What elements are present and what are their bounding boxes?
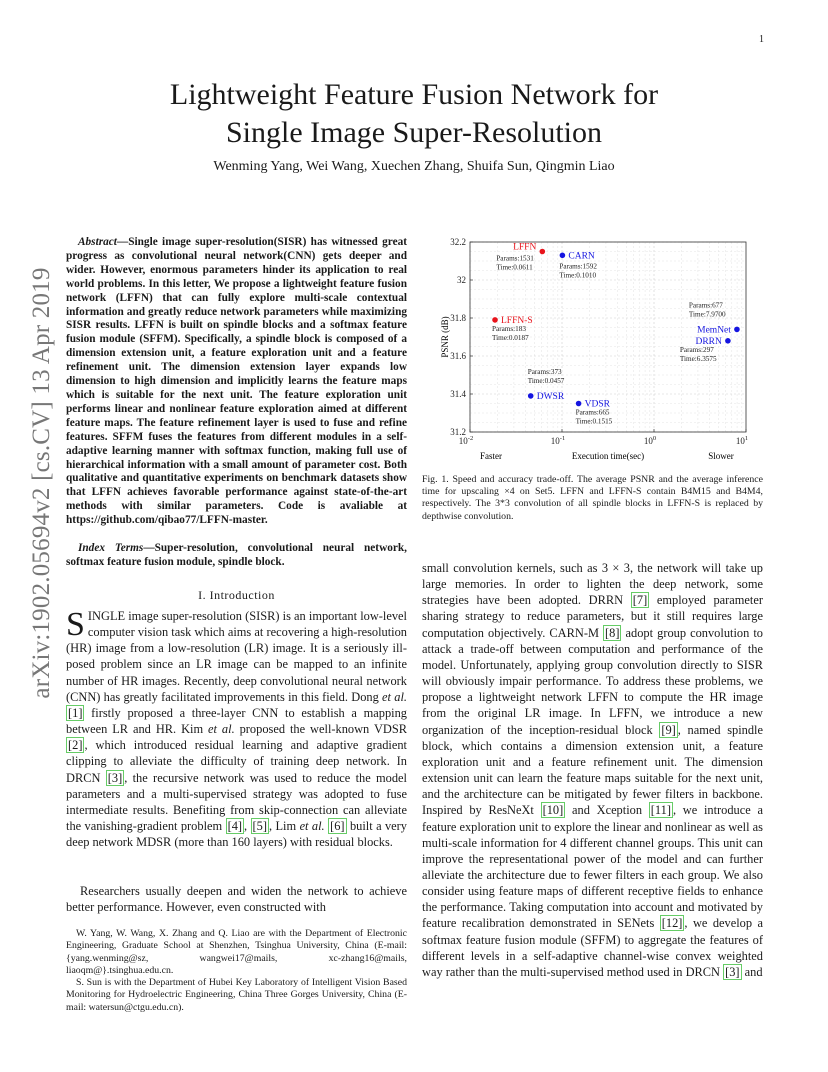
citation-link[interactable]: [2] — [68, 738, 83, 753]
point-time-label: Time:7.9700 — [688, 310, 726, 319]
index-terms-label: Index Terms — [78, 542, 144, 554]
point-time-label: Time:0.0187 — [492, 333, 529, 342]
point-params-label: Params:677 — [688, 301, 723, 310]
citation-link[interactable]: [1] — [68, 705, 83, 720]
intro-text: built a very deep network MDSR (more than 160 layers) with residual blocks. — [66, 819, 407, 850]
abstract-label: Abstract — [78, 236, 117, 248]
intro-text: INGLE image super-resolution (SISR) is an important low-level computer vision task which aims at recovering a high-resolution (HR) image from a low-resolution (LR) image. It is a seriously ill-posed problem since an LR image can be mapped to an infinite number of HR images. Recently, deep convolutional neural network (CNN) has greatly facilitated improvements in this field. Dong — [66, 609, 407, 704]
y-tick-label: 32.2 — [450, 237, 466, 247]
intro-text: , — [244, 819, 251, 834]
data-point — [540, 249, 546, 255]
point-time-label: Time:6.3575 — [679, 354, 717, 363]
chart-points — [492, 243, 740, 426]
data-point — [560, 253, 566, 259]
y-tick-label: 31.4 — [450, 389, 466, 399]
citation-link[interactable]: [5] — [252, 819, 267, 834]
point-label: MemNet — [697, 325, 731, 336]
x-tick-label: $10^0$ — [643, 435, 657, 446]
title-line-2: Single Image Super-Resolution — [225, 116, 602, 149]
body-text: , we develop a softmax feature fusion module (SFFM) to aggregate the features of different levels in a self-adaptive channel-wise convex weighted way rather than the multi-supervised method used in DRCN — [422, 916, 764, 979]
paper-title — [100, 76, 728, 152]
citation-link[interactable]: [6] — [330, 819, 345, 834]
body-text: , we introduce a feature exploration unit to explore the linear and nonlinear as well as multi-scale information for 4 different channel groups. This unit can improve the representational power of the model and can further alleviate the architecture due to fewer filters in each group. We also consider using feature maps of different receptive fields to enhance the performance. Taking computation into account and motivated by feature recalibration demonstrated in SENets — [422, 803, 763, 931]
data-point — [725, 338, 731, 344]
arxiv-identifier-text: arXiv:1902.05694v2 [cs.CV] 13 Apr 2019 — [28, 267, 55, 699]
figure-caption: Fig. 1. Speed and accuracy trade-off. The average PSNR and the average inference time for upscaling ×4 on Set5. LFFN and LFFN-S contain B4M15 and B4M4, respectively. The 3*3 convolution of all spindle blocks in LFFN-S is replaced by depthwise convolution. — [422, 474, 763, 522]
body-text: adopt group convolution to attack a trade-off between computation and performance of the model. Unfortunately, applying group convolution directly to SISR will obviously impair performance. To address these problems, we propose a lightweight network LFFN to compute the HR image from the original LR image. In LFFN, we introduce a new organization of the inception-residual block — [422, 625, 763, 737]
section-heading: I. Introduction — [198, 588, 275, 602]
citation-link[interactable]: [4] — [227, 819, 243, 834]
body-text: and — [741, 964, 763, 979]
point-time-label: Time:0.1515 — [575, 417, 613, 426]
intro-text: firstly proposed a three-layer CNN to establish a mapping between LR and HR. Kim — [66, 705, 407, 737]
intro-paragraph — [66, 608, 407, 850]
point-label: DRRN — [695, 336, 722, 347]
index-terms — [66, 542, 407, 570]
y-axis-label: PSNR (dB) — [440, 316, 450, 358]
intro-text-italic: et al. — [208, 722, 235, 737]
y-tick-label: 31.6 — [450, 351, 466, 361]
x-end-label-faster: Faster — [480, 451, 502, 461]
point-params-label: Params:183 — [492, 324, 526, 333]
data-point — [734, 327, 740, 333]
data-point — [576, 401, 582, 407]
intro-text: , which introduced residual learning and adaptive gradient clipping to alleviate the difficulty of training deep network. In DRCN — [66, 738, 407, 785]
citation-link[interactable]: [3] — [725, 964, 740, 979]
intro-paragraph-2: Researchers usually deepen and widen the network to achieve better performance. However, even constructed with — [66, 884, 407, 915]
data-point — [492, 317, 498, 323]
point-label: DWSR — [536, 391, 565, 402]
citation-link[interactable]: [8] — [605, 625, 620, 640]
intro-text-italic: et al. — [299, 819, 325, 834]
point-params-label: Params:373 — [527, 367, 562, 376]
citation-link[interactable]: [3] — [107, 770, 123, 785]
intro-text: , Lim — [268, 819, 300, 834]
point-params-label: Params:1592 — [559, 262, 597, 271]
citation-link[interactable]: [10] — [542, 803, 564, 818]
body-text: employed parameter sharing strategy to reduce parameters, but it still requires large computation objectively. CARN-M — [422, 593, 763, 640]
footnote-affiliation-2: S. Sun is with the Department of Hubei Key Laboratory of Intelligent Vision Based Monitoring for Hydroelectric Engineering, China Three Gorges University, China (E-mail: watersun@ctgu.edu.cn). — [66, 977, 407, 1013]
point-time-label: Time:0.1010 — [559, 271, 597, 280]
right-column-text — [422, 560, 763, 980]
point-label: CARN — [568, 251, 595, 262]
x-tick-label: $10^{-1}$ — [550, 435, 566, 446]
x-axis-label: Execution time(sec) — [571, 451, 645, 461]
point-time-label: Time:0.0457 — [527, 376, 565, 385]
arxiv-identifier — [24, 267, 60, 699]
point-label: LFFN — [513, 242, 537, 253]
citation-link[interactable]: [7] — [632, 593, 648, 608]
title-line-1: Lightweight Feature Fusion Network for — [169, 78, 659, 111]
point-label: LFFN-S — [501, 315, 533, 326]
y-tick-label: 32 — [457, 275, 466, 285]
x-tick-label: $10^{-2}$ — [458, 435, 474, 446]
data-point — [528, 393, 534, 399]
page-number: 1 — [759, 34, 764, 45]
body-text: , named spindle block, which contains a dimension extension unit, a feature exploration unit and a feature refinement unit. The dimension extension unit can learn the feature maps suitable for the next unit, and the architecture can be mitigated by fewer filters in backbone. Inspired by ResNeXt — [422, 722, 763, 818]
speed-accuracy-chart — [440, 234, 760, 464]
x-tick-label: $10^1$ — [735, 435, 749, 446]
drop-cap: S — [66, 606, 85, 643]
citation-link[interactable]: [11] — [650, 803, 671, 818]
author-list: Wenming Yang, Wei Wang, Xuechen Zhang, Shuifa Sun, Qingmin Liao — [213, 159, 615, 174]
point-label: VDSR — [584, 399, 610, 410]
abstract — [66, 236, 407, 528]
citation-link[interactable]: [9] — [661, 722, 676, 737]
body-text: small convolution kernels, such as 3 × 3, the network will take up large memories. In order to lighten the deep network, some strategies have been adopted. DRRN — [422, 561, 763, 608]
abstract-text: —Single image super-resolution(SISR) has witnessed great progress as convolutional neural network(CNN) gets deeper and wider. However, enormous parameters hinder its application to real world problems. In this letter, We propose a lightweight feature fusion network (LFFN) that can fully explore multi-scale contextual information and greatly reduce network parameters while maximizing SISR results. LFFN is built on spindle blocks and a softmax feature fusion module (SFFM). Specifically, a spindle block is composed of a dimension extension unit, a feature exploration unit and a feature refinement unit. The dimension extension layer expands low dimension to high dimension and implicitly learns the feature maps which is suitable for the next unit. The feature exploration unit performs linear and nonlinear feature exploration aimed at different feature maps. The feature refinement layer is used to fuse and refine features. SFFM fuses the features from different modules in a self-adaptive learning manner with softmax function, making full use of hierarchical information with a small amount of parameter cost. Both qualitative and quantitative experiments on benchmark datasets show that LFFN achieves favorable performance against state-of-the-art methods with similar parameters. Code is avaliable at https://github.com/qibao77/LFFN-master. — [66, 236, 407, 527]
intro-text: proposed the well-known VDSR — [234, 722, 408, 737]
citation-link[interactable]: [12] — [661, 916, 683, 931]
point-params-label: Params:297 — [679, 345, 714, 354]
x-end-label-slower: Slower — [708, 451, 734, 461]
point-params-label: Params:1531 — [496, 254, 534, 263]
point-time-label: Time:0.0611 — [496, 263, 533, 272]
body-text: and Xception — [565, 803, 649, 818]
footnotes — [66, 928, 407, 1014]
point-params-label: Params:665 — [575, 408, 610, 417]
index-terms-text: —Super-resolution, convolutional neural network, softmax feature fusion module, spindle block. — [66, 542, 407, 568]
y-tick-label: 31.8 — [450, 313, 466, 323]
footnote-affiliation-1: W. Yang, W. Wang, X. Zhang and Q. Liao are with the Department of Electronic Engineering, Graduate School at Shenzhen, Tsinghua University, China (E-mail: {yang.wenming@sz, wangwei17@mails, xc-zhang16@mails, liaoqm@}.tsinghua.edu.cn. — [66, 928, 407, 976]
y-tick-label: 31.2 — [450, 427, 466, 437]
intro-text-italic: et al. — [382, 689, 407, 704]
intro-text: , the recursive network was used to reduce the model parameters and a multi-supervised strategy was adopted to fuse intermediate results. Benefiting from skip-connection can alleviate the vanishing-gradient problem — [66, 770, 407, 834]
